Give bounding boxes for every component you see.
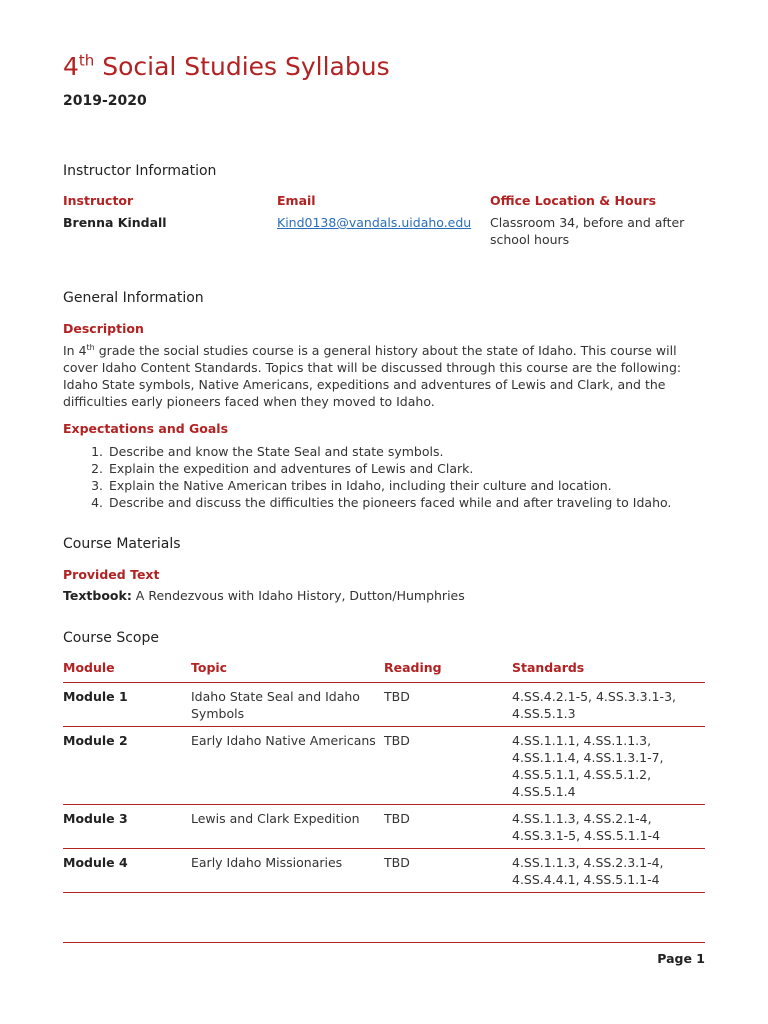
instructor-col-heading: Instructor bbox=[63, 193, 134, 208]
office-line-1: Classroom 34, before and after bbox=[490, 215, 685, 230]
table-header-standards: Standards bbox=[512, 660, 585, 675]
module-standards: 4.SS.1.1.3, 4.SS.2.3.1-4, 4.SS.4.4.1, 4.SS.5.1.1-4 bbox=[512, 855, 664, 887]
title-text: Social Studies Syllabus bbox=[94, 52, 390, 81]
table-row bbox=[63, 805, 705, 849]
desc-prefix: In 4 bbox=[63, 343, 87, 358]
instructor-email-cell bbox=[277, 214, 471, 231]
module-standards: 4.SS.1.1.3, 4.SS.2.1-4, 4.SS.3.1-5, 4.SS.5.1.1-4 bbox=[512, 811, 661, 843]
instructor-name: Brenna Kindall bbox=[63, 215, 167, 230]
module-topic: Idaho State Seal and Idaho Symbols bbox=[191, 689, 360, 721]
module-reading: TBD bbox=[384, 733, 410, 748]
textbook-label: Textbook: bbox=[63, 588, 132, 603]
instructor-info-heading: Instructor Information bbox=[63, 163, 217, 179]
table-row bbox=[63, 683, 705, 727]
page-number: Page 1 bbox=[657, 951, 705, 966]
table-row bbox=[63, 727, 705, 805]
goal-item: 3. Explain the Native American tribes in Idaho, including their culture and location. bbox=[107, 477, 757, 494]
module-reading: TBD bbox=[384, 855, 410, 870]
module-name: Module 1 bbox=[63, 689, 128, 704]
goals-list bbox=[63, 443, 757, 511]
table-header-reading: Reading bbox=[384, 660, 442, 675]
course-scope-heading: Course Scope bbox=[63, 630, 159, 646]
module-topic: Early Idaho Missionaries bbox=[191, 855, 343, 870]
textbook-line bbox=[63, 588, 465, 603]
office-location bbox=[490, 214, 710, 248]
description-paragraph bbox=[63, 342, 713, 410]
title-superscript: th bbox=[78, 51, 95, 70]
table-header-topic: Topic bbox=[191, 660, 228, 675]
module-name: Module 3 bbox=[63, 811, 128, 826]
module-standards: 4.SS.1.1.1, 4.SS.1.1.3, 4.SS.1.1.4, 4.SS.1.3.1-7, 4.SS.5.1.1, 4.SS.5.1.2, 4.SS.5.1.4 bbox=[512, 733, 664, 799]
office-line-2: school hours bbox=[490, 232, 570, 247]
module-topic: Lewis and Clark Expedition bbox=[191, 811, 360, 826]
general-info-heading: General Information bbox=[63, 290, 204, 306]
module-standards: 4.SS.4.2.1-5, 4.SS.3.3.1-3, 4.SS.5.1.3 bbox=[512, 689, 676, 721]
page-title bbox=[63, 52, 390, 82]
desc-superscript: th bbox=[86, 342, 95, 352]
footer-divider bbox=[63, 942, 705, 943]
title-number: 4 bbox=[63, 52, 79, 81]
instructor-email-link[interactable]: Kind0138@vandals.uidaho.edu bbox=[277, 215, 472, 230]
table-row bbox=[63, 849, 705, 893]
table-header-module: Module bbox=[63, 660, 115, 675]
description-heading: Description bbox=[63, 321, 144, 336]
goals-heading: Expectations and Goals bbox=[63, 421, 229, 436]
office-col-heading: Office Location & Hours bbox=[490, 193, 657, 208]
goal-item: 4. Describe and discuss the difficulties the pioneers faced while and after traveling to Idaho. bbox=[107, 494, 757, 511]
goal-item: 1. Describe and know the State Seal and state symbols. bbox=[107, 443, 757, 460]
goal-item: 2. Explain the expedition and adventures of Lewis and Clark. bbox=[107, 460, 757, 477]
course-materials-heading: Course Materials bbox=[63, 536, 181, 552]
module-name: Module 4 bbox=[63, 855, 128, 870]
table-header-row bbox=[63, 656, 705, 683]
module-name: Module 2 bbox=[63, 733, 128, 748]
provided-text-heading: Provided Text bbox=[63, 567, 160, 582]
email-col-heading: Email bbox=[277, 193, 316, 208]
desc-body: grade the social studies course is a general history about the state of Idaho. This course will cover Idaho Content Standards. Topics that will be discussed through this course are the following: Idaho State symbols, Native Americans, expeditions and adventures of Lewis and Clark, and the difficulties early pioneers faced when they moved to Idaho. bbox=[63, 343, 682, 409]
school-year: 2019-2020 bbox=[63, 93, 147, 109]
module-topic: Early Idaho Native Americans bbox=[191, 733, 376, 748]
course-scope-table bbox=[63, 656, 705, 893]
module-reading: TBD bbox=[384, 689, 410, 704]
module-reading: TBD bbox=[384, 811, 410, 826]
textbook-value: A Rendezvous with Idaho History, Dutton/Humphries bbox=[131, 588, 465, 603]
